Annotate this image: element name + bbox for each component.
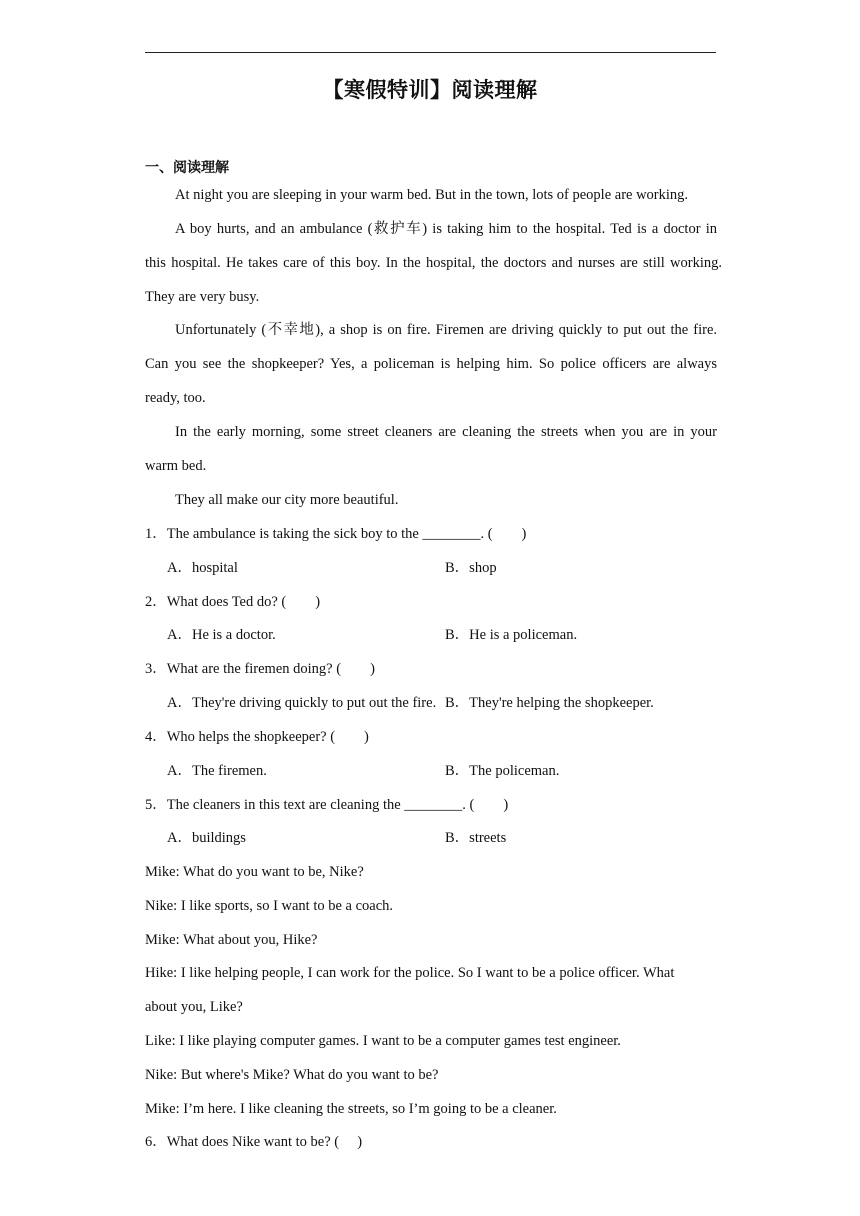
passage-line: They all make our city more beautiful.: [175, 492, 399, 508]
dialogue-line: Like: I like playing computer games. I want to be a computer games test engineer.: [145, 1033, 621, 1049]
option-a[interactable]: A．buildings: [167, 830, 246, 846]
dialogue-line: Nike: But where's Mike? What do you want to be?: [145, 1067, 439, 1083]
option-b[interactable]: B．shop: [445, 560, 497, 576]
dialogue-line: Mike: What do you want to be, Nike?: [145, 864, 364, 880]
passage-line: Can you see the shopkeeper? Yes, a policeman is helping him. So police officers are always: [145, 356, 717, 372]
dialogue-line: Nike: I like sports, so I want to be a coach.: [145, 898, 394, 914]
question-stem: 6．What does Nike want to be? ( ): [145, 1134, 363, 1150]
option-b[interactable]: B．streets: [445, 830, 507, 846]
option-a[interactable]: A．They're driving quickly to put out the fire.: [167, 695, 437, 711]
section-heading: 一、阅读理解: [145, 160, 229, 176]
question-stem: 1．The ambulance is taking the sick boy to the ________. ( ): [145, 526, 527, 542]
passage-line: A boy hurts, and an ambulance (救护车) is taking him to the hospital. Ted is a doctor in: [175, 221, 717, 237]
option-a[interactable]: A．The firemen.: [167, 763, 267, 779]
passage-line: this hospital. He takes care of this boy. In the hospital, the doctors and nurses are still working.: [145, 255, 722, 271]
question-stem: 5．The cleaners in this text are cleaning the ________. ( ): [145, 797, 509, 813]
dialogue-line: Mike: I’m here. I like cleaning the streets, so I’m going to be a cleaner.: [145, 1101, 557, 1117]
passage-line: They are very busy.: [145, 289, 260, 305]
passage-line: At night you are sleeping in your warm bed. But in the town, lots of people are working.: [175, 187, 689, 203]
passage-line: Unfortunately (不幸地), a shop is on fire. Firemen are driving quickly to put out the fire.: [175, 322, 717, 338]
dialogue-line: Mike: What about you, Hike?: [145, 932, 318, 948]
passage-line: In the early morning, some street cleaners are cleaning the streets when you are in your: [175, 424, 717, 440]
question-stem: 4．Who helps the shopkeeper? ( ): [145, 729, 369, 745]
dialogue-line: Hike: I like helping people, I can work for the police. So I want to be a police officer. What: [145, 965, 675, 981]
passage-line: warm bed.: [145, 458, 207, 474]
question-stem: 2．What does Ted do? ( ): [145, 594, 321, 610]
dialogue-line: about you, Like?: [145, 999, 243, 1015]
page-title: 【寒假特训】阅读理解: [322, 78, 538, 102]
option-b[interactable]: B．They're helping the shopkeeper.: [445, 695, 654, 711]
header-rule: [145, 52, 716, 53]
option-b[interactable]: B．He is a policeman.: [445, 627, 578, 643]
question-stem: 3．What are the firemen doing? ( ): [145, 661, 375, 677]
option-a[interactable]: A．hospital: [167, 560, 238, 576]
option-a[interactable]: A．He is a doctor.: [167, 627, 276, 643]
passage-line: ready, too.: [145, 390, 206, 406]
option-b[interactable]: B．The policeman.: [445, 763, 560, 779]
